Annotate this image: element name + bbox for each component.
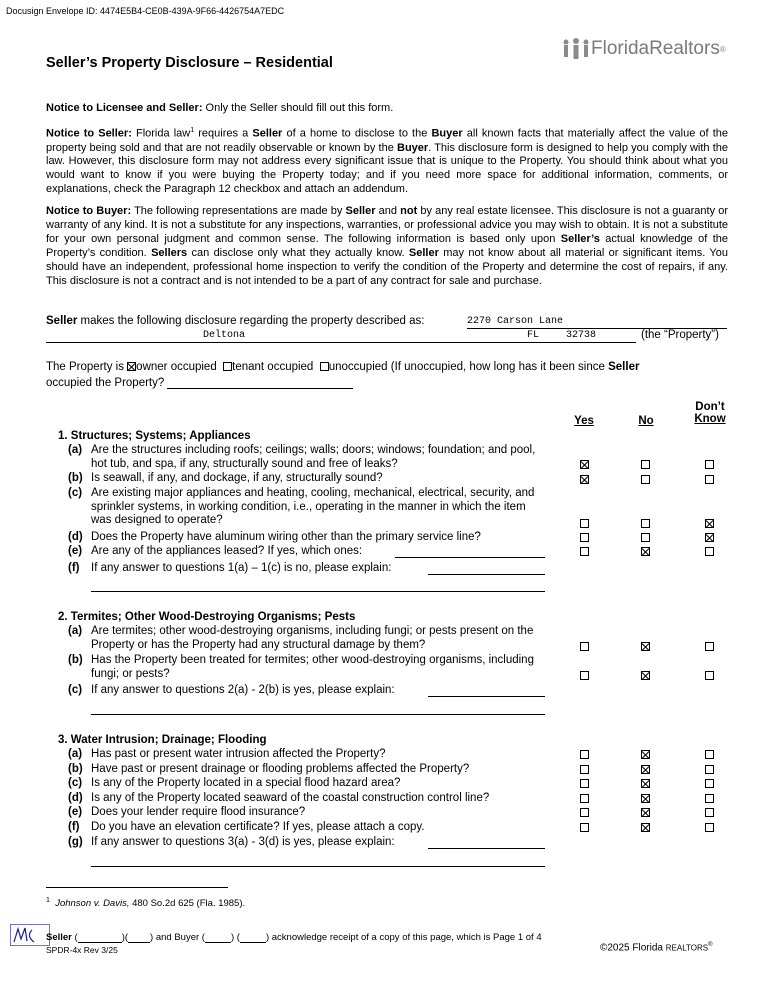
seller-initial-1[interactable]	[78, 932, 122, 943]
q-3e-dk[interactable]	[705, 808, 714, 817]
q-1d-no[interactable]	[641, 533, 650, 542]
q-3b: (b) Have past or present drainage or flooding problems affected the Property?	[68, 763, 470, 775]
address-line-2	[46, 330, 636, 343]
q-1e-field[interactable]	[395, 557, 545, 558]
q-1a-yes[interactable]	[580, 460, 589, 469]
q-3g-field[interactable]	[428, 848, 545, 849]
q-3f-yes[interactable]	[580, 823, 589, 832]
city-field[interactable]: Deltona	[203, 330, 246, 341]
envelope-id: Docusign Envelope ID: 4474E5B4-CE0B-439A-9F66-4426754A7EDC	[6, 6, 285, 16]
footnote: $^1$ Johnson v. Davis, 480 So.2d 625 (Fla. 1985).	[46, 897, 246, 910]
notice-seller: Notice to Seller: Florida law$^1$ requires a Seller of a home to disclose to the Buyer all known facts that materially affect the value of the property being sold and that are not readily observable or known by the Buyer. This disclosure form is designed to help you comply with the law. However, this disclosure form may not address every significant issue that is unique to the Property. You should think about what you would want to know if you were buying the Property today; and if you need more space for additional information, comments, or explanations, check the Paragraph 12 checkbox and attach an addendum.	[46, 127, 729, 196]
q-1c-no[interactable]	[641, 519, 650, 528]
page-title: Seller’s Property Disclosure – Residential	[46, 55, 333, 71]
logo-reg: ®	[719, 44, 726, 54]
q-3d: (d) Is any of the Property located seaward of the coastal construction control line?	[68, 792, 490, 804]
q-2a: (a) Are termites; other wood-destroying organisms, including fungi; or pests present on the Property or has the Property had any structural damage by them?	[68, 625, 534, 651]
q-3d-dk[interactable]	[705, 794, 714, 803]
q-3b-no[interactable]	[641, 765, 650, 774]
q-2a-dk[interactable]	[705, 642, 714, 651]
q-1d: (d) Does the Property have aluminum wiring other than the primary service line?	[68, 531, 481, 543]
notice-licensee: Notice to Licensee and Seller: Only the Seller should fill out this form.	[46, 102, 394, 114]
q-3f-dk[interactable]	[705, 823, 714, 832]
q-3c-yes[interactable]	[580, 779, 589, 788]
q-3e: (e) Does your lender require flood insurance?	[68, 806, 306, 818]
q-3a-yes[interactable]	[580, 750, 589, 759]
notice-licensee-label: Notice to Licensee and Seller:	[46, 102, 203, 114]
q-1b-no[interactable]	[641, 475, 650, 484]
q-2a-no[interactable]	[641, 642, 650, 651]
seller-initial-2[interactable]	[128, 932, 150, 943]
realtors-people-icon	[561, 38, 591, 60]
logo-text-florida: Florida	[591, 38, 650, 59]
q-3g: (g) If any answer to questions 3(a) - 3(d) is yes, please explain:	[68, 836, 395, 848]
q-2b-yes[interactable]	[580, 671, 589, 680]
seller-initials-signature	[10, 924, 50, 946]
unoccupied-checkbox[interactable]	[320, 362, 329, 371]
buyer-initial-1[interactable]	[205, 932, 231, 943]
col-yes: Yes	[574, 415, 594, 427]
q-1e: (e) Are any of the appliances leased? If yes, which ones:	[68, 545, 363, 557]
q-3f: (f) Do you have an elevation certificate? If yes, please attach a copy.	[68, 821, 425, 833]
q-1d-yes[interactable]	[580, 533, 589, 542]
q-1f-field[interactable]	[428, 574, 545, 575]
footer-ack: Seller ( )( ) and Buyer ( ) ( ) acknowledge receipt of a copy of this page, which is Page 1 of 4	[46, 932, 542, 943]
q-1b-yes[interactable]	[580, 475, 589, 484]
q-3c-no[interactable]	[641, 779, 650, 788]
q-1d-dk[interactable]	[705, 533, 714, 542]
q-1b-dk[interactable]	[705, 475, 714, 484]
form-code: SPDR-4x Rev 3/25	[46, 945, 118, 955]
section-1-title: 1. Structures; Systems; Appliances	[58, 430, 251, 442]
owner-occupied-checkbox[interactable]	[127, 362, 136, 371]
unoccupied-duration-field[interactable]	[167, 376, 353, 389]
q-1a-no[interactable]	[641, 460, 650, 469]
q-2c-line-2[interactable]	[91, 714, 545, 715]
q-1a-dk[interactable]	[705, 460, 714, 469]
logo-text-realtors: Realtors	[649, 38, 720, 59]
q-1b: (b) Is seawall, if any, and dockage, if any, structurally sound?	[68, 472, 383, 484]
q-2c-field[interactable]	[428, 696, 545, 697]
q-3d-yes[interactable]	[580, 794, 589, 803]
q-3a: (a) Has past or present water intrusion affected the Property?	[68, 748, 386, 760]
q-3c: (c) Is any of the Property located in a special flood hazard area?	[68, 777, 401, 789]
q-1c-yes[interactable]	[580, 519, 589, 528]
section-2-title: 2. Termites; Other Wood-Destroying Organisms; Pests	[58, 611, 356, 623]
q-2a-yes[interactable]	[580, 642, 589, 651]
buyer-initial-2[interactable]	[240, 932, 266, 943]
q-2b-dk[interactable]	[705, 671, 714, 680]
q-1e-no[interactable]	[641, 547, 650, 556]
q-3b-yes[interactable]	[580, 765, 589, 774]
q-3c-dk[interactable]	[705, 779, 714, 788]
q-1f: (f) If any answer to questions 1(a) – 1(c) is no, please explain:	[68, 562, 392, 574]
q-3b-dk[interactable]	[705, 765, 714, 774]
q-1a: (a) Are the structures including roofs; ceilings; walls; doors; windows; foundation; and pool, hot tub, and spa, if any, structurally sound and free of leaks?	[68, 444, 536, 470]
copyright: ©2025 Florida REALTORS®	[600, 942, 713, 954]
property-intro: Seller makes the following disclosure regarding the property described as:	[46, 315, 425, 327]
notice-buyer: Notice to Buyer: The following representations are made by Seller and not by any real estate licensee. This disclosure is not a guaranty or warranty of any kind. It is not a substitute for any inspections, warranties, or professional advice you may wish to obtain. It is not a substitute for your own personal judgment and common sense. The following information is based only upon Seller’s actual knowledge of the Property’s condition. Sellers can disclose only what they actually know. Seller may not know about all material or significant items. You should have an independent, professional home inspection to verify the condition of the Property and determine the cost of repairs, if any. This disclosure is not a contract and is not intended to be a part of any contract for sale and purchase.	[46, 205, 729, 287]
q-3a-no[interactable]	[641, 750, 650, 759]
property-suffix: (the “Property”)	[641, 329, 719, 341]
q-3g-line-2[interactable]	[91, 866, 545, 867]
q-1e-yes[interactable]	[580, 547, 589, 556]
q-3d-no[interactable]	[641, 794, 650, 803]
section-3-title: 3. Water Intrusion; Drainage; Flooding	[58, 734, 267, 746]
footnote-rule	[46, 887, 228, 888]
q-1c: (c) Are existing major appliances and heating, cooling, mechanical, electrical, security, and sprinkler systems, in working condition, i.e., operating in the manner in which the item was designed to operate?	[68, 487, 535, 526]
q-3f-no[interactable]	[641, 823, 650, 832]
q-2b-no[interactable]	[641, 671, 650, 680]
zip-field[interactable]: 32738	[566, 330, 597, 341]
occupancy-tail: occupied the Property?	[46, 376, 353, 389]
street-field[interactable]: 2270 Carson Lane	[467, 316, 727, 329]
q-2b: (b) Has the Property been treated for termites; other wood-destroying organisms, including fungi; or pests?	[68, 654, 534, 680]
q-3e-no[interactable]	[641, 808, 650, 817]
florida-realtors-logo	[561, 38, 726, 60]
state-field[interactable]: FL	[527, 330, 540, 341]
q-1c-dk[interactable]	[705, 519, 714, 528]
q-1e-dk[interactable]	[705, 547, 714, 556]
q-2c: (c) If any answer to questions 2(a) - 2(b) is yes, please explain:	[68, 684, 395, 696]
col-no: No	[638, 415, 654, 427]
tenant-occupied-checkbox[interactable]	[223, 362, 232, 371]
col-dont-know: Don’t Know	[694, 401, 726, 425]
q-1f-line-2[interactable]	[91, 591, 545, 592]
occupancy-line: The Property is owner occupied tenant occupied unoccupied (If unoccupied, how long has it been since Seller	[46, 361, 640, 373]
q-3a-dk[interactable]	[705, 750, 714, 759]
q-3e-yes[interactable]	[580, 808, 589, 817]
